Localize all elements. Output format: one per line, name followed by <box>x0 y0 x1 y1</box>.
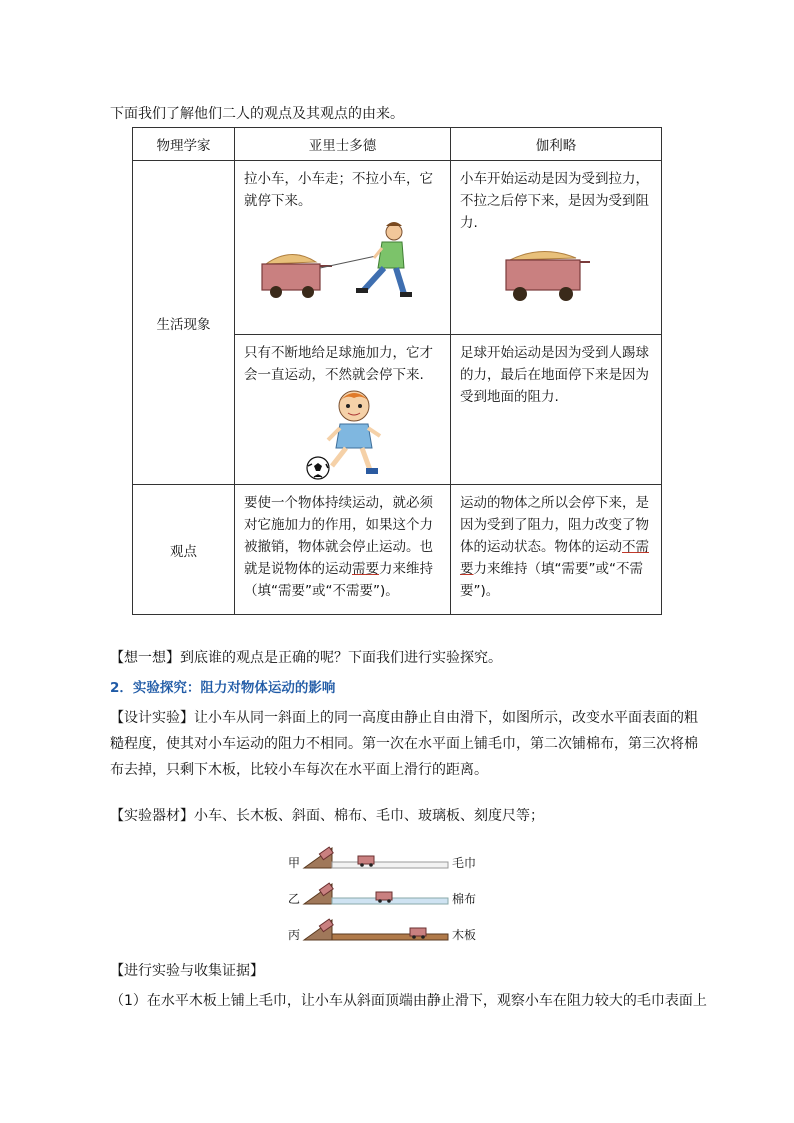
cell-text: 小车开始运动是因为受到拉力，不拉之后停下来，是因为受到阻力. <box>460 171 649 231</box>
cell-text: 拉小车，小车走；不拉小车，它就停下来。 <box>244 171 433 209</box>
think-paragraph: 【想一想】到底谁的观点是正确的呢？下面我们进行实验探究。 <box>110 650 502 666</box>
design-paragraph: 【设计实验】让小车从同一斜面上的同一高度由静止自由滑下，如图所示，改变水平面表面的粗糙程度，使其对小车运动的阻力不相同。第一次在水平面上铺毛巾，第二次铺棉布，第三次将棉布去掉，只剩下木板，比较小车每次在水平面上滑行的距离。 <box>110 710 698 778</box>
cell-view-galileo <box>451 485 662 615</box>
cell-life2-galileo <box>451 335 662 485</box>
fill-answer: 不需要 <box>460 539 649 577</box>
table-row <box>133 161 662 335</box>
row-label-life: 生活现象 <box>133 161 235 485</box>
equipment-paragraph: 【实验器材】小车、长木板、斜面、棉布、毛巾、玻璃板、刻度尺等； <box>110 808 544 824</box>
cell-life1-galileo <box>451 161 662 335</box>
cell-text <box>236 486 449 602</box>
cell-view-aristotle <box>235 485 451 615</box>
cart-illustration <box>452 234 652 314</box>
cell-text: 足球开始运动是因为受到人踢球的力，最后在地面停下来是因为受到地面的阻力. <box>460 345 649 405</box>
header-aristotle: 亚里士多德 <box>235 128 451 161</box>
cell-text <box>452 486 660 602</box>
label-towel: 毛巾 <box>452 856 477 870</box>
header-galileo: 伽利略 <box>451 128 662 161</box>
view-text: 力来维持（填“需要”或“不需要”)。 <box>244 561 433 599</box>
boy-kicking-ball-illustration <box>236 386 436 482</box>
cell-text: 只有不断地给足球施加力，它才会一直运动，不然就会停下来. <box>244 345 433 383</box>
header-physicist: 物理学家 <box>133 128 235 161</box>
label-cotton: 棉布 <box>452 892 477 906</box>
view-text: 要使一个物体持续运动，就必须对它施加力的作用，如果这个力被撤销，物体就会停止运动。也就是说物体的运动 <box>244 495 433 577</box>
experiment-figure <box>288 838 488 948</box>
table-row <box>133 485 662 615</box>
table-header-row <box>133 128 662 161</box>
intro-text: 下面我们了解他们二人的观点及其观点的由来。 <box>110 106 404 122</box>
comparison-table <box>132 127 662 615</box>
label-bing: 丙 <box>288 928 301 942</box>
section-heading: 2．实验探究：阻力对物体运动的影响 <box>110 680 336 696</box>
label-jia: 甲 <box>288 856 301 870</box>
view-text: 力来维持（填“需要”或“不需要”)。 <box>460 561 643 599</box>
ramp-diagram <box>302 838 452 948</box>
step1-paragraph: （1）在水平木板上铺上毛巾，让小车从斜面顶端由静止滑下，观察小车在阻力较大的毛巾表面上 <box>110 993 707 1009</box>
label-yi: 乙 <box>288 892 301 906</box>
cart-puller-illustration <box>236 212 436 312</box>
cell-life1-aristotle <box>235 161 451 335</box>
fill-answer: 需要 <box>352 561 379 577</box>
label-wood: 木板 <box>452 928 477 942</box>
cell-life2-aristotle <box>235 335 451 485</box>
collect-heading: 【进行实验与收集证据】 <box>110 963 264 979</box>
row-label-view: 观点 <box>133 485 235 615</box>
view-text: 运动的物体之所以会停下来，是因为受到了阻力，阻力改变了物体的运动状态。物体的运动 <box>460 495 649 555</box>
